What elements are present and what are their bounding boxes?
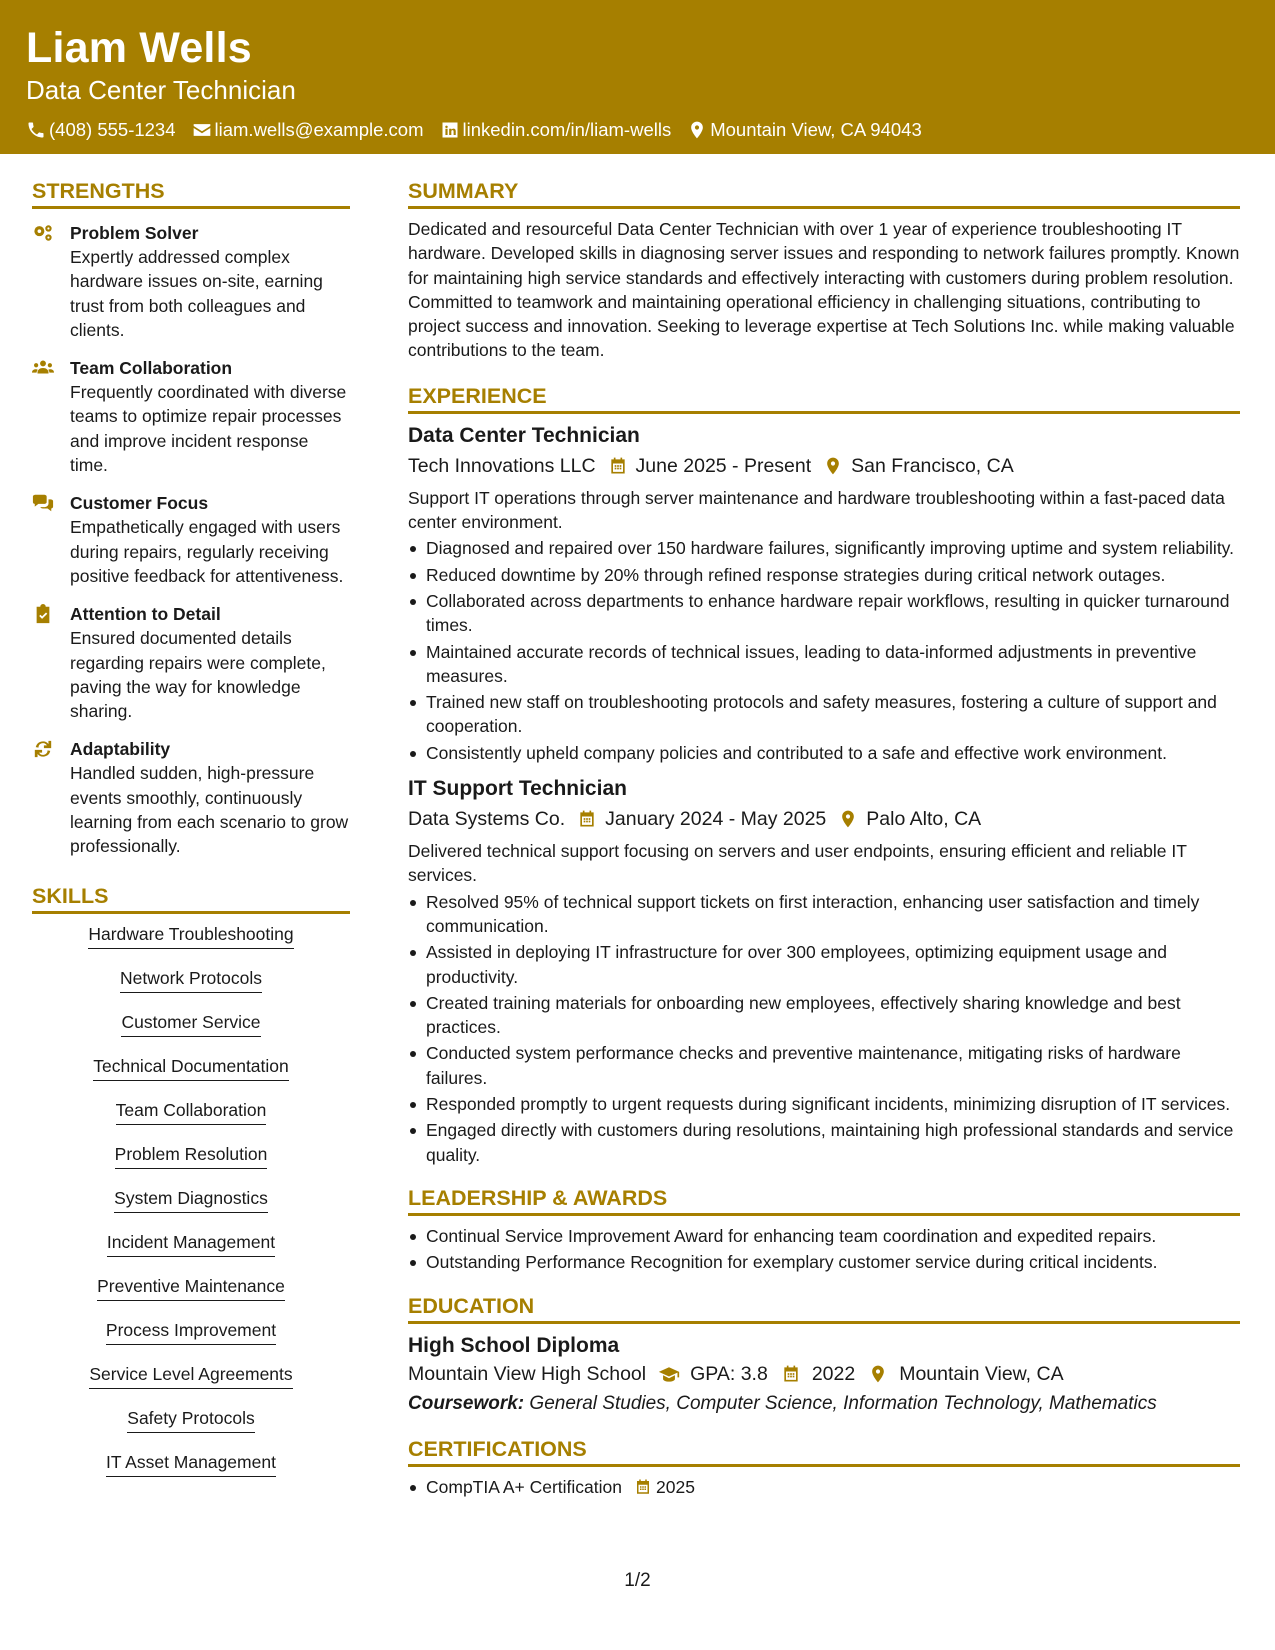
coursework xyxy=(408,1390,1240,1418)
users-icon xyxy=(32,358,54,378)
awards-title: LEADERSHIP & AWARDS xyxy=(408,1183,1240,1216)
job-bullet: Maintained accurate records of technical issues, leading to data-informed adjustments in preventive measures. xyxy=(408,640,1240,689)
certification-item xyxy=(408,1475,1240,1499)
job-bullet: Assisted in deploying IT infrastructure for over 300 employees, optimizing equipment usage and productivity. xyxy=(408,940,1240,989)
summary-title: SUMMARY xyxy=(408,176,1240,209)
skill-item: Hardware Troubleshooting xyxy=(88,922,293,949)
comments-icon xyxy=(32,493,54,513)
job-bullets xyxy=(408,890,1240,1167)
gears-icon xyxy=(32,223,54,243)
strength-title: Team Collaboration xyxy=(70,358,233,379)
candidate-role: Data Center Technician xyxy=(26,75,296,105)
strength-desc: Empathetically engaged with users during repairs, regularly receiving positive feedback for attentiveness. xyxy=(70,517,344,586)
job-bullet: Collaborated across departments to enhance hardware repair workflows, resulting in quicker turnaround times. xyxy=(408,589,1240,638)
left-column xyxy=(32,176,350,1494)
strength-title: Customer Focus xyxy=(70,493,209,514)
award-item: Continual Service Improvement Award for enhancing team coordination and expedited repairs. xyxy=(408,1224,1240,1248)
strength-title: Attention to Detail xyxy=(70,604,221,625)
job-bullet: Trained new staff on troubleshooting protocols and safety measures, fostering a culture of support and cooperation. xyxy=(408,690,1240,739)
job-bullet: Conducted system performance checks and preventive maintenance, mitigating risks of hardware failures. xyxy=(408,1041,1240,1090)
contact-location xyxy=(687,118,922,142)
job-dates: January 2024 - May 2025 xyxy=(605,808,827,831)
contact-linkedin[interactable] xyxy=(440,118,672,142)
skill-item: Service Level Agreements xyxy=(89,1362,292,1389)
experience-title: EXPERIENCE xyxy=(408,381,1240,414)
job-bullet: Diagnosed and repaired over 150 hardware failures, significantly improving uptime and system reliability. xyxy=(408,536,1240,560)
job-bullets xyxy=(408,536,1240,765)
phone-text: (408) 555-1234 xyxy=(49,119,176,140)
resume-header xyxy=(0,0,1275,154)
strength-item xyxy=(32,356,350,477)
job-dates: June 2025 - Present xyxy=(635,454,812,477)
skill-item: Process Improvement xyxy=(106,1318,276,1345)
skill-item: Customer Service xyxy=(121,1010,260,1037)
job-title: Data Center Technician xyxy=(408,423,640,447)
skill-item: Incident Management xyxy=(107,1230,275,1257)
map-marker-icon xyxy=(687,120,707,140)
skill-item: Network Protocols xyxy=(120,966,262,993)
skill-item: IT Asset Management xyxy=(106,1450,276,1477)
strength-desc: Frequently coordinated with diverse teams to optimize repair processes and improve incident response time. xyxy=(70,382,347,476)
sync-icon xyxy=(32,739,54,759)
job-bullet: Created training materials for onboarding new employees, effectively sharing knowledge and best practices. xyxy=(408,991,1240,1040)
education-location: Mountain View, CA xyxy=(899,1362,1064,1385)
skills-title: SKILLS xyxy=(32,881,350,914)
education-title: EDUCATION xyxy=(408,1291,1240,1324)
strength-desc: Handled sudden, high-pressure events smoothly, continuously learning from each scenario to grow professionally. xyxy=(70,763,349,857)
clipboard-check-icon xyxy=(32,604,54,624)
summary-text: Dedicated and resourceful Data Center Technician with over 1 year of experience troubleshooting IT hardware. Developed skills in diagnosing server issues and responding to network failures promptly. Known for maintaining high service standards and effectively interacting with customers during problem resolution. Committed to teamwork and maintaining operational efficiency in challenging situations, contributing to project success and innovation. Seeking to leverage expertise at Tech Solutions Inc. while making valuable contributions to the team. xyxy=(408,219,1240,361)
job-location: San Francisco, CA xyxy=(851,454,1014,477)
certifications-list xyxy=(408,1475,1240,1499)
calendar-icon xyxy=(608,456,628,476)
degree-title: High School Diploma xyxy=(408,1333,620,1357)
strength-desc: Ensured documented details regarding repairs were complete, paving the way for knowledge sharing. xyxy=(70,628,326,722)
email-text: liam.wells@example.com xyxy=(214,119,424,140)
strength-title: Problem Solver xyxy=(70,223,199,243)
job-company: Tech Innovations LLC xyxy=(408,454,596,477)
coursework-text: General Studies, Computer Science, Information Technology, Mathematics xyxy=(529,1392,1157,1414)
job-bullet: Engaged directly with customers during resolutions, maintaining high professional standards and service quality. xyxy=(408,1118,1240,1167)
coursework-label: Coursework: xyxy=(408,1392,525,1414)
skill-item: Safety Protocols xyxy=(127,1406,254,1433)
contact-bar xyxy=(26,118,1249,142)
job-company: Data Systems Co. xyxy=(408,808,566,831)
job-meta xyxy=(408,805,1240,833)
strengths-list xyxy=(32,221,350,859)
envelope-icon xyxy=(192,120,212,140)
contact-email[interactable] xyxy=(192,118,424,142)
calendar-icon xyxy=(634,1478,652,1496)
job-entry xyxy=(408,422,1240,765)
map-marker-icon xyxy=(823,456,843,476)
job-description: Delivered technical support focusing on servers and user endpoints, ensuring efficient and reliable IT services. xyxy=(408,841,1187,886)
strength-desc: Expertly addressed complex hardware issues on-site, earning trust from both colleagues and clients. xyxy=(70,247,323,340)
job-bullet: Responded promptly to urgent requests during significant incidents, minimizing disruption of IT services. xyxy=(408,1092,1240,1116)
skill-item: Problem Resolution xyxy=(115,1142,268,1169)
graduation-cap-icon xyxy=(658,1364,680,1384)
phone-icon xyxy=(26,120,46,140)
job-bullet: Consistently upheld company policies and contributed to a safe and effective work environment. xyxy=(408,741,1240,765)
award-item: Outstanding Performance Recognition for exemplary customer service during critical incidents. xyxy=(408,1250,1240,1274)
education-year: 2022 xyxy=(811,1362,856,1385)
education-gpa: GPA: 3.8 xyxy=(690,1362,768,1385)
strength-item xyxy=(32,221,350,342)
skill-item: Team Collaboration xyxy=(116,1098,267,1125)
job-description: Support IT operations through server maintenance and hardware troubleshooting within a fast-paced data center environment. xyxy=(408,487,1225,533)
linkedin-text: linkedin.com/in/liam-wells xyxy=(462,119,672,140)
skill-item: Preventive Maintenance xyxy=(97,1274,285,1301)
calendar-icon xyxy=(577,809,597,829)
strength-item xyxy=(32,491,350,588)
strength-item xyxy=(32,602,350,723)
strengths-title: STRENGTHS xyxy=(32,176,350,209)
job-location: Palo Alto, CA xyxy=(866,808,982,831)
candidate-name: Liam Wells xyxy=(26,24,252,72)
contact-phone[interactable] xyxy=(26,118,176,142)
strength-item xyxy=(32,737,350,858)
strength-title: Adaptability xyxy=(70,739,171,760)
map-marker-icon xyxy=(867,1364,889,1384)
job-title: IT Support Technician xyxy=(408,777,627,801)
linkedin-icon xyxy=(440,120,460,140)
certification-name: CompTIA A+ Certification xyxy=(426,1476,622,1497)
education-meta xyxy=(408,1360,1240,1388)
location-text: Mountain View, CA 94043 xyxy=(710,119,922,140)
calendar-icon xyxy=(780,1364,802,1384)
job-entry xyxy=(408,775,1240,1167)
job-meta xyxy=(408,452,1240,480)
map-marker-icon xyxy=(838,809,858,829)
certification-year: 2025 xyxy=(656,1476,695,1497)
job-bullet: Reduced downtime by 20% through refined response strategies during critical network outages. xyxy=(408,563,1240,587)
awards-list xyxy=(408,1224,1240,1275)
right-column xyxy=(408,176,1240,1501)
certifications-title: CERTIFICATIONS xyxy=(408,1434,1240,1467)
page-indicator: 1/2 xyxy=(624,1570,651,1591)
skills-list xyxy=(32,922,350,1494)
school-name: Mountain View High School xyxy=(408,1362,647,1385)
job-bullet: Resolved 95% of technical support tickets on first interaction, enhancing user satisfaction and timely communication. xyxy=(408,890,1240,939)
skill-item: Technical Documentation xyxy=(93,1054,289,1081)
skill-item: System Diagnostics xyxy=(114,1186,268,1213)
